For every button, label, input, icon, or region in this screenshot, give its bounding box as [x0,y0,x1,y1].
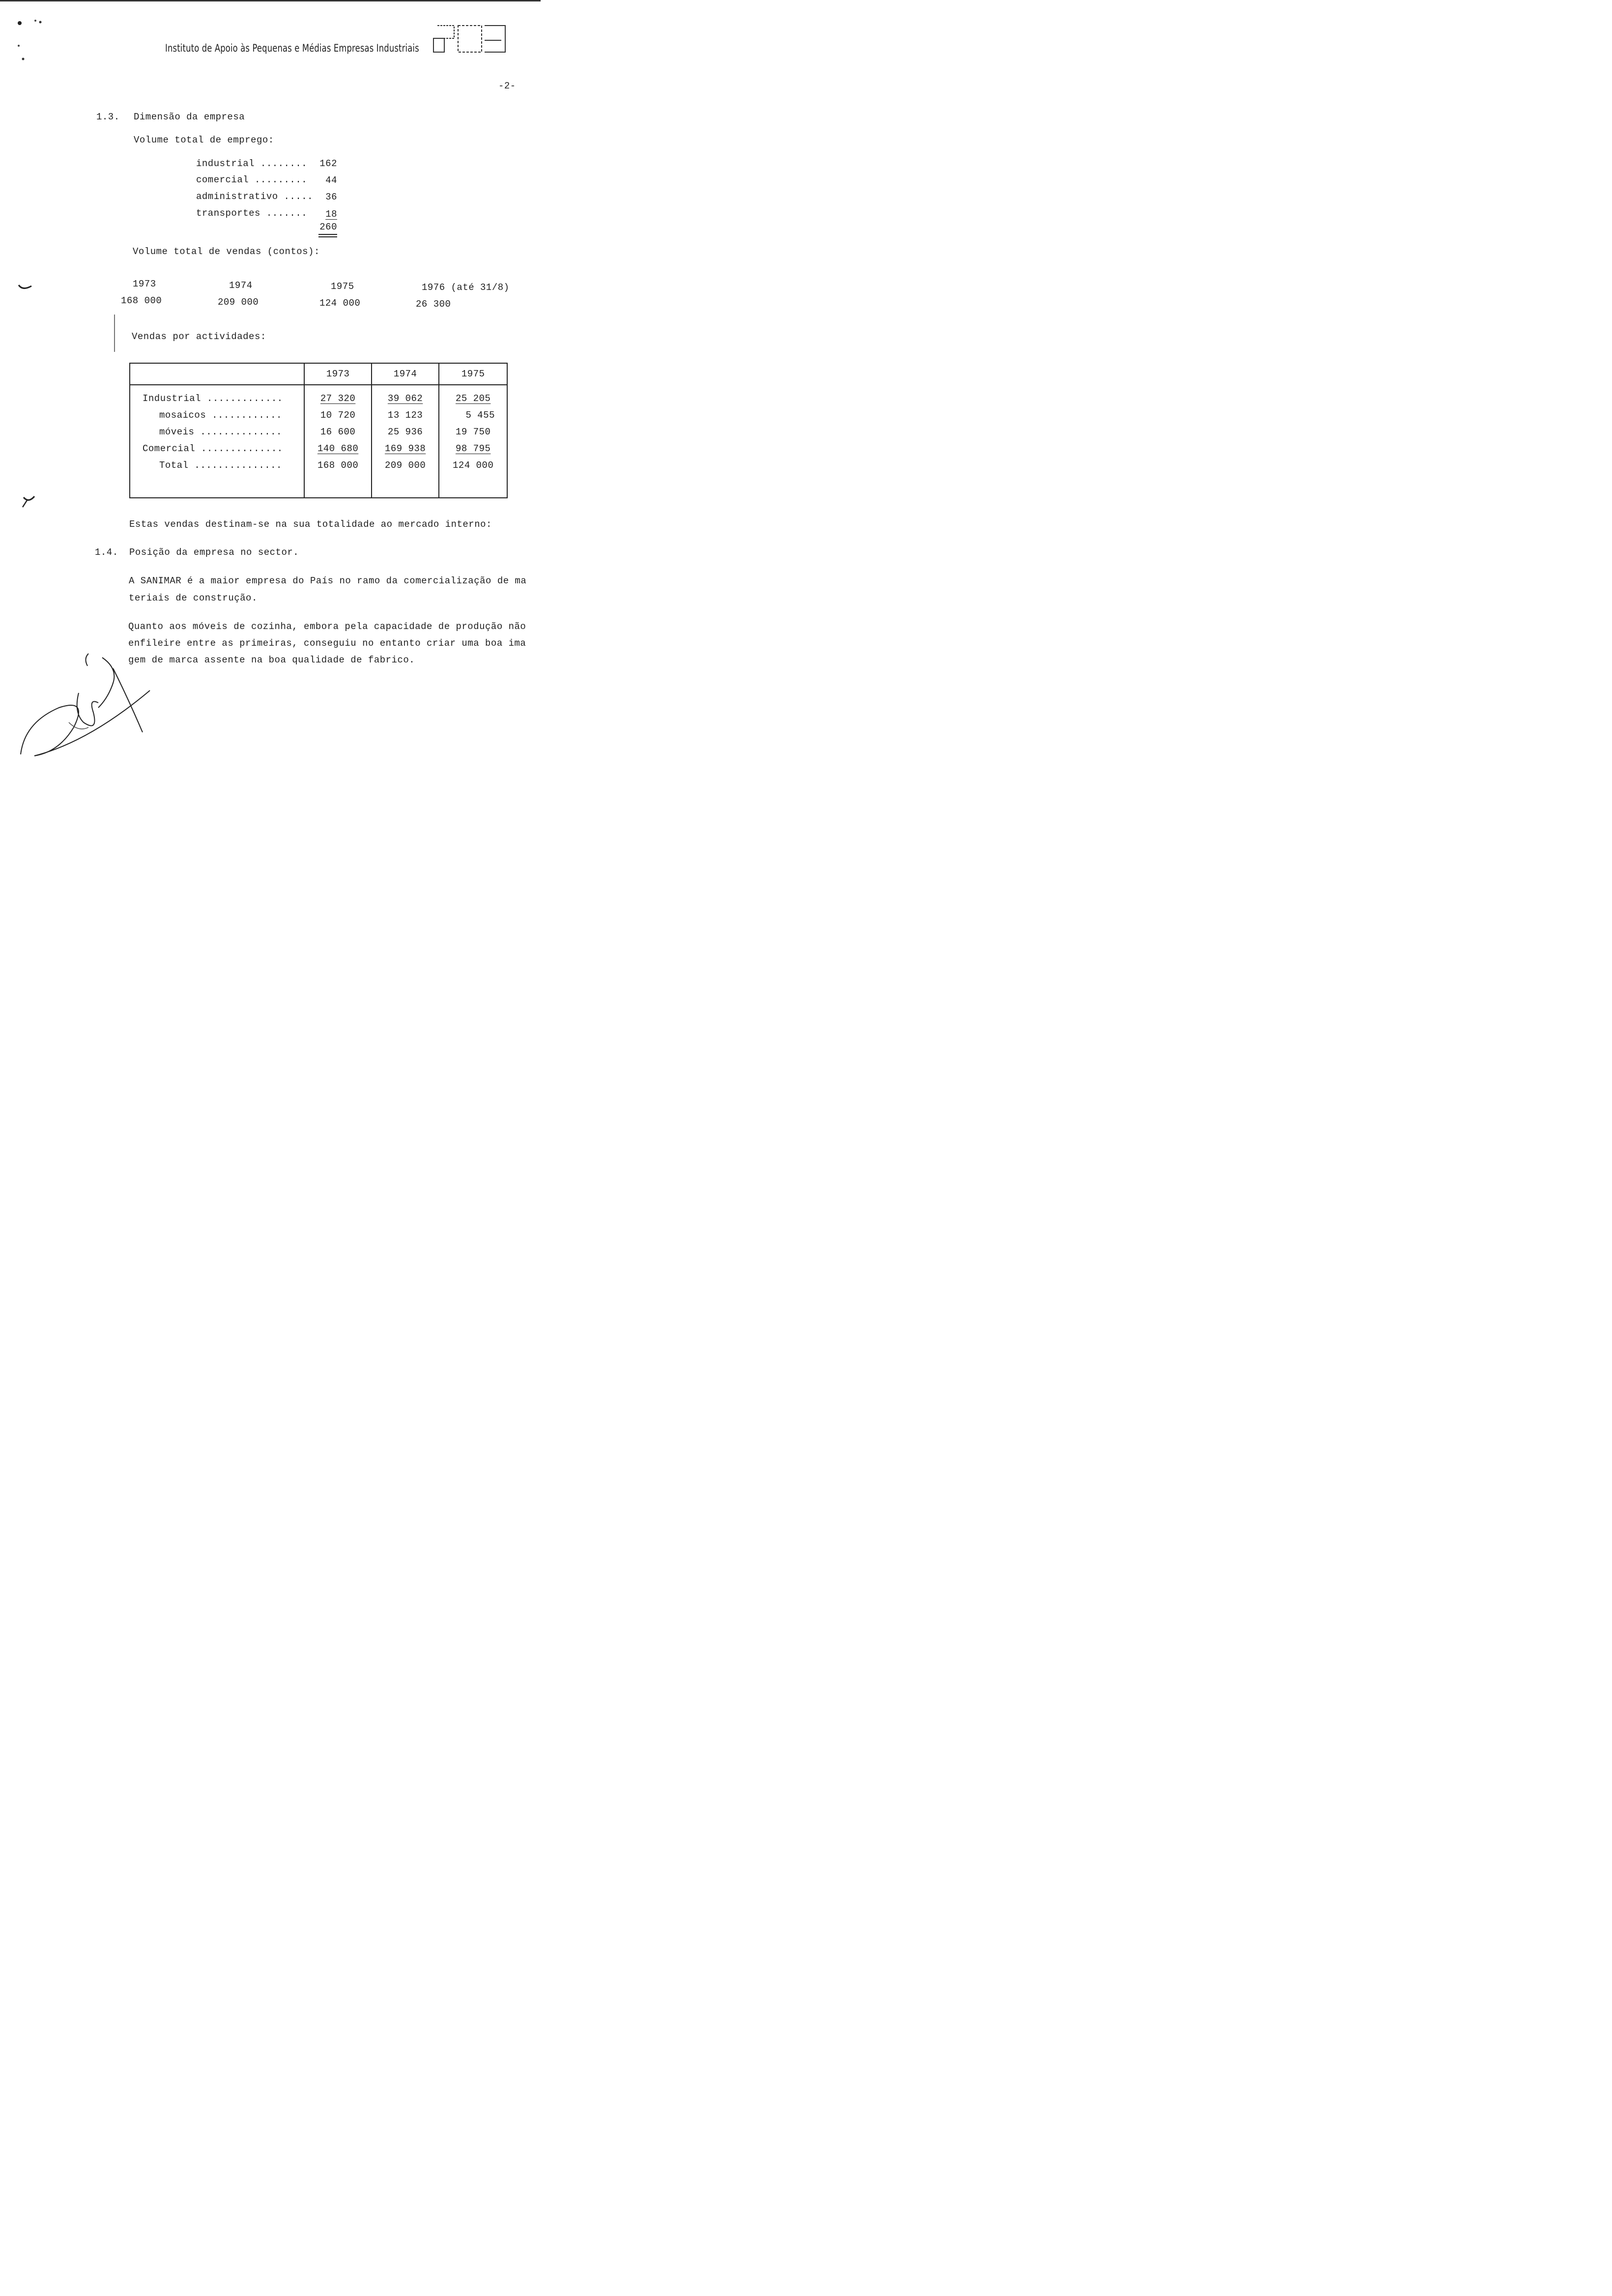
section-number: 1.3. [96,112,120,122]
employment-value: 44 [325,175,337,186]
table-header: 1973 [304,363,372,385]
employment-value: 18 [325,209,337,220]
sales-value: 26 300 [416,299,451,310]
cell-value: 39 062 [387,393,423,404]
total-double-rule [318,234,337,235]
employment-label: comercial ......... [196,174,308,185]
sales-title: Volume total de vendas (contos): [133,246,320,257]
sales-value: 124 000 [319,298,361,309]
sales-value: 168 000 [121,295,162,306]
table-header: 1974 [372,363,439,385]
row-label: Comercial .............. [143,443,283,454]
table-header-row [130,363,507,385]
paragraph-line: teriais de construção. [129,593,258,603]
section-title: Dimensão da empresa [134,112,245,122]
section-title: Posição da empresa no sector. [129,547,299,558]
table-corner-cell [130,363,304,385]
employment-label: industrial ........ [196,158,308,169]
cell-value: 13 123 [387,410,423,421]
cell-value: 140 680 [317,443,359,454]
col-1973 [304,385,372,498]
sales-by-activity-table [129,363,508,498]
paragraph-line: Quanto aos móveis de cozinha, embora pela capacidade de produção não [128,621,526,632]
table-body-row [130,385,507,498]
cell-value: 209 000 [384,460,426,471]
paragraph-line: gem de marca assente na boa qualidade de fabrico. [128,655,415,665]
sales-year: 1976 (até 31/8) [422,282,510,293]
employment-total: 260 [319,222,337,232]
col-1975 [439,385,507,498]
cell-value: 124 000 [453,460,494,471]
table-header: 1975 [439,363,507,385]
cell-value: 98 795 [455,443,491,454]
institute-name: Instituto de Apoio às Pequenas e Médias Empresas Industriais [165,42,419,54]
sales-value: 209 000 [218,297,259,308]
paragraph-line: enfileire entre as primeiras, conseguiu no entanto criar uma boa ima [128,638,526,649]
col-1974 [372,385,439,498]
section-number: 1.4. [95,547,118,558]
sales-year: 1973 [133,279,156,289]
employment-value: 36 [325,192,337,202]
row-labels-cell [130,385,304,498]
employment-value: 162 [319,158,337,169]
sales-year: 1975 [331,281,354,292]
sales-year: 1974 [229,280,253,291]
employment-label: administrativo ..... [196,191,314,202]
cell-value: 169 938 [384,443,426,454]
row-label: mosaicos ............ [159,410,282,421]
page-number: -2- [498,81,516,91]
row-label: móveis .............. [159,427,282,437]
activities-title: Vendas por actividades: [132,331,266,342]
row-label: Industrial ............. [143,393,283,404]
cell-value: 25 936 [387,427,423,437]
paragraph-line: A SANIMAR é a maior empresa do País no ramo da comercialização de ma [129,575,527,586]
cell-value: 19 750 [455,427,491,437]
market-note: Estas vendas destinam-se na sua totalidade ao mercado interno: [129,519,492,530]
row-label: Total ............... [159,460,282,471]
cell-value: 16 600 [320,427,356,437]
cell-value: 27 320 [320,393,356,404]
employment-title: Volume total de emprego: [134,135,274,145]
cell-value: 168 000 [317,460,359,471]
employment-label: transportes ....... [196,208,308,219]
total-double-rule [318,236,337,237]
handwritten-signature [15,649,162,762]
cell-value: 5 455 [465,410,495,421]
institute-logo [432,24,506,56]
cell-value: 25 205 [455,393,491,404]
cell-value: 10 720 [320,410,356,421]
